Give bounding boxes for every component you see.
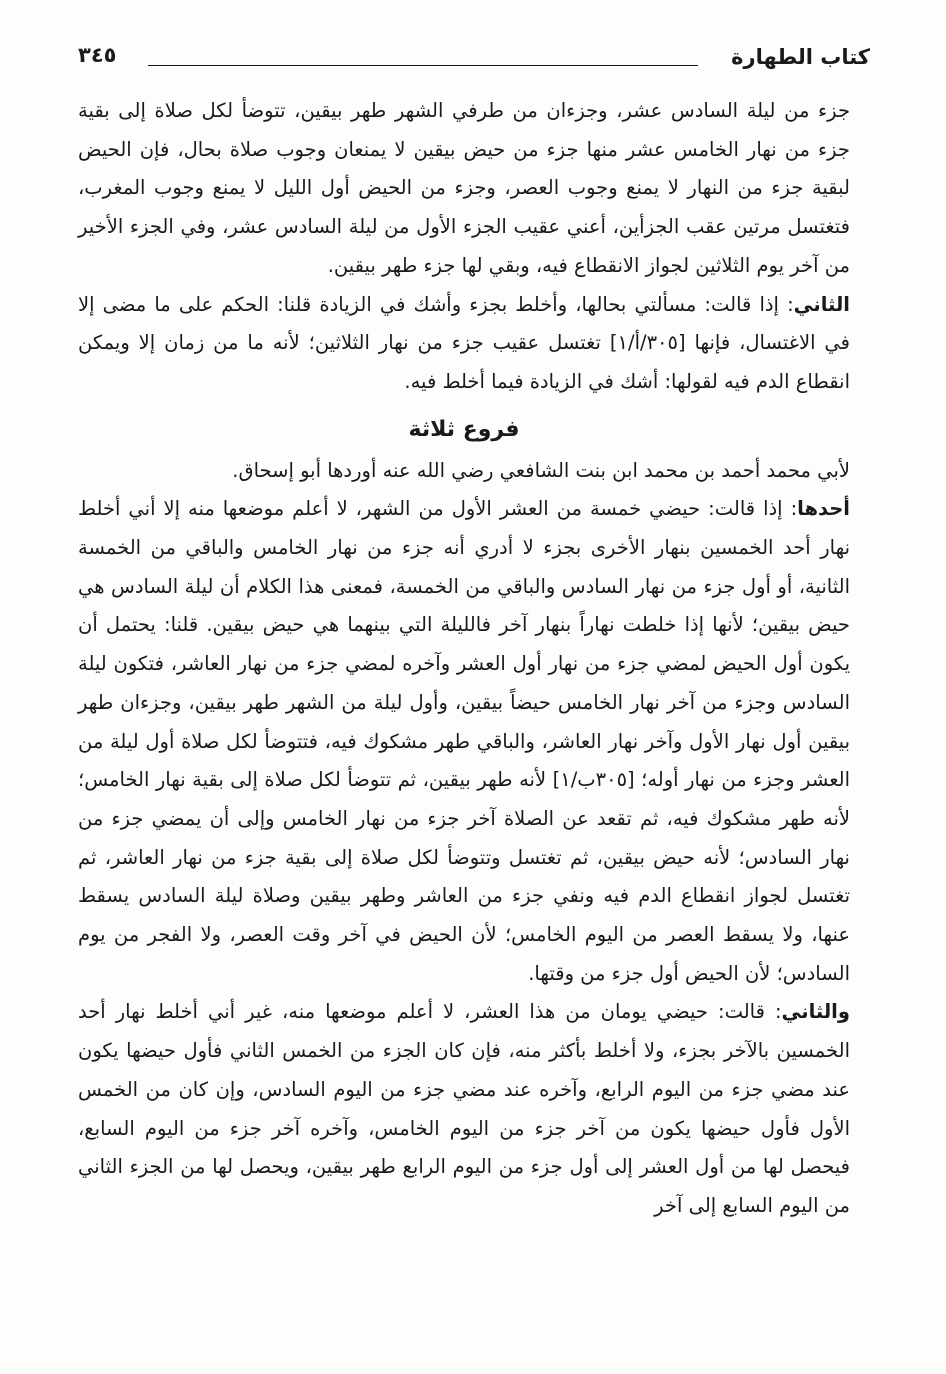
paragraph-2-text: : إذا قالت: مسألتي بحالها، وأخلط بجزء وأشك في الزيادة قلنا: الحكم على ما مضى إلا في الاغتسال، فإنها [٣٠٥/أ/١] تغتسل عقيب جزء من نهار الثلاثين؛ لأنه ما من زمان إلا ويمكن انقطاع الدم فيه لقولها: أشك في الزيادة فيما أخلط فيه.: [78, 292, 850, 393]
paragraph-2-lead: الثاني: [793, 292, 850, 316]
section-heading: فروع ثلاثة: [408, 416, 520, 442]
paragraph-5-lead: والثاني: [781, 1000, 850, 1024]
paragraph-4: [78, 490, 850, 993]
paragraph-3: [78, 452, 850, 491]
paragraph-1-text: جزء من ليلة السادس عشر، وجزءان من طرفي الشهر طهر بيقين، تتوضأ لكل صلاة إلى بقية جزء من نهار الخامس عشر منها جزء من حيض بيقين لا يمنعان وجوب صلاة بحال، فإن الحيض لبقية جزء من النهار لا يمنع وجوب العصر، وجزء من الحيض أول الليل لا يمنع وجوب المغرب، فتغتسل مرتين عقب الجزأين، أعني عقيب الجزء الأول من ليلة السادس عشر، وفي الجزء الأخير من آخر يوم الثلاثين لجواز الانقطاع فيه، وبقي لها جزء طهر بيقين.: [78, 99, 850, 277]
paragraph-3-text: لأبي محمد أحمد بن محمد ابن بنت الشافعي رضي الله عنه أوردها أبو إسحاق.: [232, 458, 850, 482]
paragraph-4-text: : إذا قالت: حيضي خمسة من العشر الأول من الشهر، لا أعلم موضعها منه إلا أني أخلط نهار أحد الخمسين بنهار الأخرى بجزء لا أدري أنه جزء من نهار الخامس والباقي من الخمسة الثانية، أو أول جزء من نهار السادس والباقي من الخمسة، فمعنى هذا الكلام أن ليلة السادس هي حيض بيقين؛ لأنها إذا خلطت نهاراً بنهار آخر فالليلة التي بينهما هي حيض بيقين. قلنا: يحتمل أن يكون أول الحيض لمضي جزء من نهار أول العشر وآخره لمضي جزء من نهار العاشر، فتكون ليلة السادس وجزء من آخر نهار الخامس حيضاً بيقين، وأول ليلة من الشهر طهر بيقين، وجزءان طهر بيقين أول نهار الأول وآخر نهار العاشر، والباقي طهر مشكوك فيه، فتتوضأ لكل صلاة أول ليلة من العشر وجزء من نهار أوله؛ [٣٠٥ب/١] لأنه طهر بيقين، ثم تتوضأ لكل صلاة إلى بقية نهار الخامس؛ لأنه طهر مشكوك فيه، ثم تقعد عن الصلاة آخر جزء من نهار الخامس وإلى أن يمضي جزء من نهار السادس؛ لأنه حيض بيقين، ثم تغتسل وتتوضأ لكل صلاة إلى بقية جزء من نهار العاشر، ثم تغتسل لجواز انقطاع الدم فيه ونفي جزء من العاشر وطهر بيقين وصلاة ليلة السادس يسقط عنها، ولا يسقط العصر من اليوم الخامس؛ لأن الحيض في آخر وقت العصر، ولا الفجر من يوم السادس؛ لأن الحيض أول جزء من وقتها.: [78, 497, 850, 985]
page-number: ٣٤٥: [78, 43, 117, 67]
paragraph-2: [78, 286, 850, 402]
paragraph-1: [78, 92, 850, 286]
paragraph-4-lead: أحدها: [797, 497, 850, 521]
running-title: كتاب الطهارة: [731, 45, 870, 69]
header-rule: [148, 65, 698, 66]
paragraph-5: [78, 993, 850, 1225]
page-header: [78, 38, 870, 82]
body-text: [78, 92, 850, 1226]
paragraph-5-text: : قالت: حيضي يومان من هذا العشر، لا أعلم موضعها منه، غير أني أخلط نهار أحد الخمسين بالآخر بجزء، ولا أخلط بأكثر منه، فإن كان الجزء من الخمس الثاني فأول حيضها يكون عند مضي جزء من اليوم الرابع، وآخره عند مضي جزء من اليوم السادس، وإن كان من الخمس الأول فأول حيضها يكون من آخر جزء من اليوم الخامس، وآخره آخر جزء من اليوم السابع، فيحصل لها من أول العشر إلى أول جزء من اليوم الرابع طهر بيقين، ويحصل لها من الجزء الثاني من اليوم السابع إلى آخر: [78, 1000, 850, 1217]
